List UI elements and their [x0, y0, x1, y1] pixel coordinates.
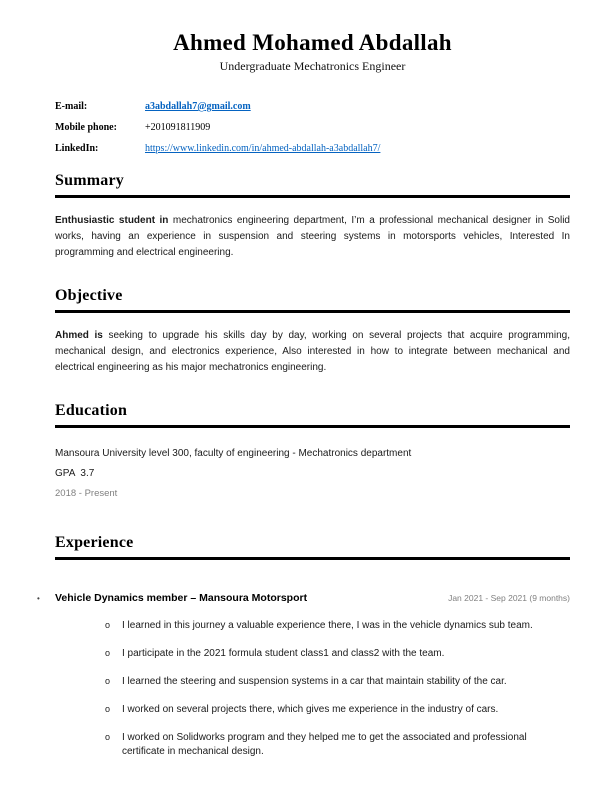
experience-bullet-text: I learned in this journey a valuable experience there, I was in the vehicle dynamics sub team. [122, 620, 533, 631]
contact-block [55, 101, 570, 156]
summary-body: mechatronics engineering department, I’m a professional mechanical designer in Solid works, having an experience in suspension and steering systems in motorsports vehicles, Interested In programming and electrical engineering. [55, 215, 570, 258]
bullet-icon: • [37, 594, 40, 603]
email-label: E-mail: [55, 101, 88, 112]
objective-heading: Objective [55, 287, 570, 313]
experience-bullet-text: I worked on Solidworks program and they helped me to get the associated and professional certificate in mechanical design. [122, 732, 527, 757]
doc-header [55, 30, 570, 74]
circle-bullet-icon: o [105, 732, 111, 742]
experience-item-header [37, 592, 570, 604]
summary-lead: Enthusiastic student in [55, 215, 173, 226]
circle-bullet-icon: o [105, 676, 111, 686]
email-link[interactable]: a3abdallah7@gmail.com [145, 101, 251, 112]
phone-value: +201091811909 [145, 122, 211, 133]
list-item [55, 702, 570, 717]
experience-bullet-text: I participate in the 2021 formula student class1 and class2 with the team. [122, 648, 445, 659]
education-block [55, 444, 570, 504]
education-gpa: GPA 3.7 [55, 468, 95, 479]
experience-bullet-list [55, 618, 570, 759]
experience-date: Jan 2021 - Sep 2021 (9 months) [448, 593, 570, 603]
circle-bullet-icon: o [105, 620, 111, 630]
linkedin-link[interactable]: https://www.linkedin.com/in/ahmed-abdallah-a3abdallah7/ [145, 143, 381, 154]
circle-bullet-icon: o [105, 648, 111, 658]
education-university: Mansoura University level 300, faculty of engineering - Mechatronics department [55, 448, 412, 459]
contact-row-phone [55, 122, 570, 135]
person-name: Ahmed Mohamed Abdallah [173, 30, 452, 55]
education-heading: Education [55, 402, 570, 428]
linkedin-label: LinkedIn: [55, 143, 99, 154]
summary-paragraph [55, 213, 570, 261]
experience-title: Vehicle Dynamics member – Mansoura Motorsport [55, 592, 308, 604]
phone-label: Mobile phone: [55, 122, 117, 133]
list-item [55, 646, 570, 661]
contact-row-email [55, 101, 570, 114]
list-item [55, 674, 570, 689]
summary-heading: Summary [55, 172, 570, 198]
experience-heading: Experience [55, 534, 570, 560]
education-dates: 2018 - Present [55, 488, 118, 499]
objective-lead: Ahmed is [55, 330, 109, 341]
objective-paragraph [55, 328, 570, 376]
list-item [55, 730, 570, 759]
objective-body: seeking to upgrade his skills day by day, working on several projects that acquire programming, mechanical design, and electronics experience, Also interested in how to integrate between mechanical and electrical engineering as his major mechatronics engineering. [55, 330, 570, 373]
contact-row-linkedin [55, 143, 570, 156]
experience-bullet-text: I worked on several projects there, which gives me experience in the industry of cars. [122, 704, 499, 715]
circle-bullet-icon: o [105, 704, 111, 714]
person-title: Undergraduate Mechatronics Engineer [219, 59, 406, 73]
list-item [55, 618, 570, 633]
experience-bullet-text: I learned the steering and suspension systems in a car that maintain stability of the car. [122, 676, 507, 687]
